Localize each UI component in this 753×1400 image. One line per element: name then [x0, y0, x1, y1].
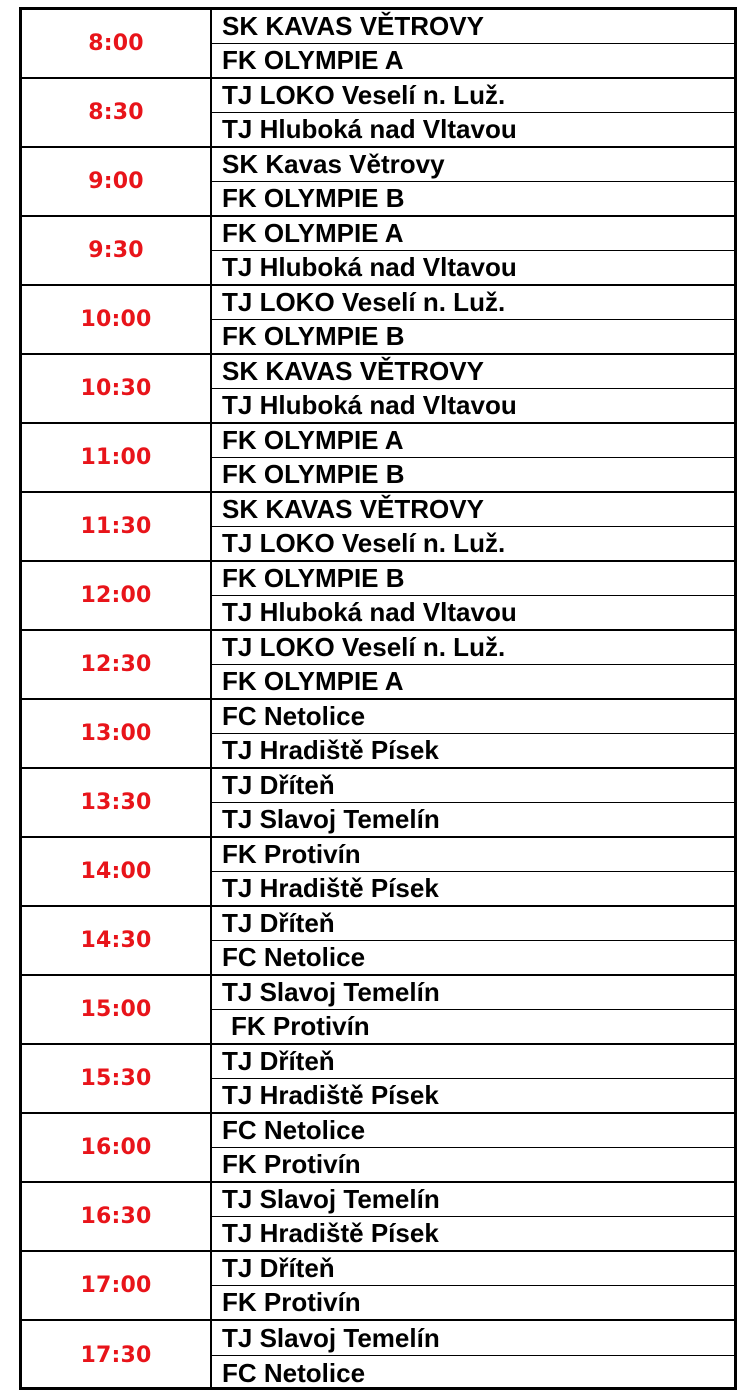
- teams-cell: [212, 1252, 734, 1319]
- time-cell: 8:00: [22, 10, 212, 77]
- home-team: SK KAVAS VĚTROVY: [222, 494, 484, 524]
- time-cell: 14:30: [22, 907, 212, 974]
- away-team: FK OLYMPIE A: [212, 664, 734, 698]
- schedule-row: [22, 217, 734, 286]
- teams-cell: [212, 562, 734, 629]
- home-team: TJ Dříteň: [222, 1046, 335, 1076]
- schedule-row: [22, 79, 734, 148]
- home-team: SK KAVAS VĚTROVY: [222, 356, 484, 386]
- schedule-row: [22, 1183, 734, 1252]
- teams-cell: [212, 1321, 734, 1390]
- teams-cell: [212, 700, 734, 767]
- schedule-row: [22, 631, 734, 700]
- schedule-row: [22, 700, 734, 769]
- teams-cell: [212, 1183, 734, 1250]
- teams-cell: [212, 1045, 734, 1112]
- teams-cell: [212, 493, 734, 560]
- time-cell: 11:30: [22, 493, 212, 560]
- home-team: TJ Slavoj Temelín: [222, 977, 440, 1007]
- away-team: FK Protivín: [212, 1147, 734, 1181]
- schedule-row: [22, 907, 734, 976]
- home-team: TJ Dříteň: [222, 770, 335, 800]
- time-cell: 16:00: [22, 1114, 212, 1181]
- away-team: TJ Hradiště Písek: [212, 871, 734, 905]
- teams-cell: [212, 286, 734, 353]
- time-cell: 14:00: [22, 838, 212, 905]
- time-cell: 12:00: [22, 562, 212, 629]
- away-team: TJ Hluboká nad Vltavou: [212, 595, 734, 629]
- schedule-row: [22, 1114, 734, 1183]
- schedule-row: [22, 493, 734, 562]
- away-team: TJ Hradiště Písek: [212, 733, 734, 767]
- home-team: TJ Slavoj Temelín: [222, 1184, 440, 1214]
- teams-cell: [212, 355, 734, 422]
- teams-cell: [212, 424, 734, 491]
- teams-cell: [212, 148, 734, 215]
- schedule-row: [22, 424, 734, 493]
- schedule-row: [22, 1045, 734, 1114]
- time-cell: 12:30: [22, 631, 212, 698]
- teams-cell: [212, 976, 734, 1043]
- away-team: FC Netolice: [212, 940, 734, 974]
- schedule-row: [22, 1321, 734, 1390]
- time-cell: 15:00: [22, 976, 212, 1043]
- teams-cell: [212, 838, 734, 905]
- home-team: FK OLYMPIE B: [222, 563, 405, 593]
- time-cell: 17:30: [22, 1321, 212, 1390]
- schedule-row: [22, 769, 734, 838]
- home-team: FK OLYMPIE A: [222, 218, 404, 248]
- teams-cell: [212, 10, 734, 77]
- schedule-row: [22, 838, 734, 907]
- away-team: FK OLYMPIE B: [212, 181, 734, 215]
- away-team: FK Protivín: [212, 1009, 734, 1043]
- away-team: FK OLYMPIE B: [212, 457, 734, 491]
- away-team: TJ LOKO Veselí n. Luž.: [212, 526, 734, 560]
- time-cell: 15:30: [22, 1045, 212, 1112]
- home-team: TJ LOKO Veselí n. Luž.: [222, 80, 506, 110]
- schedule-row: [22, 10, 734, 79]
- home-team: FC Netolice: [222, 701, 366, 731]
- away-team: FC Netolice: [212, 1355, 734, 1390]
- time-cell: 9:00: [22, 148, 212, 215]
- schedule-row: [22, 286, 734, 355]
- away-team: TJ Hradiště Písek: [212, 1078, 734, 1112]
- time-cell: 10:30: [22, 355, 212, 422]
- away-team: TJ Hluboká nad Vltavou: [212, 388, 734, 422]
- time-cell: 13:00: [22, 700, 212, 767]
- home-team: TJ LOKO Veselí n. Luž.: [222, 287, 506, 317]
- home-team: TJ LOKO Veselí n. Luž.: [222, 632, 506, 662]
- away-team: FK Protivín: [212, 1285, 734, 1319]
- teams-cell: [212, 769, 734, 836]
- away-team: TJ Slavoj Temelín: [212, 802, 734, 836]
- away-team: TJ Hluboká nad Vltavou: [212, 250, 734, 284]
- teams-cell: [212, 217, 734, 284]
- time-cell: 13:30: [22, 769, 212, 836]
- home-team: TJ Dříteň: [222, 1253, 335, 1283]
- time-cell: 10:00: [22, 286, 212, 353]
- schedule-row: [22, 1252, 734, 1321]
- match-schedule-table: [19, 7, 737, 1390]
- time-cell: 11:00: [22, 424, 212, 491]
- time-cell: 8:30: [22, 79, 212, 146]
- away-team: FK OLYMPIE A: [212, 43, 734, 77]
- schedule-row: [22, 976, 734, 1045]
- home-team: SK KAVAS VĚTROVY: [222, 11, 484, 41]
- time-cell: 16:30: [22, 1183, 212, 1250]
- home-team: FK Protivín: [222, 839, 361, 869]
- schedule-row: [22, 355, 734, 424]
- home-team: TJ Dříteň: [222, 908, 335, 938]
- home-team: FK OLYMPIE A: [222, 425, 404, 455]
- teams-cell: [212, 1114, 734, 1181]
- away-team: FK OLYMPIE B: [212, 319, 734, 353]
- schedule-row: [22, 562, 734, 631]
- home-team: FC Netolice: [222, 1115, 366, 1145]
- away-team: TJ Hradiště Písek: [212, 1216, 734, 1250]
- teams-cell: [212, 79, 734, 146]
- teams-cell: [212, 907, 734, 974]
- schedule-row: [22, 148, 734, 217]
- home-team: TJ Slavoj Temelín: [222, 1322, 440, 1353]
- away-team: TJ Hluboká nad Vltavou: [212, 112, 734, 146]
- teams-cell: [212, 631, 734, 698]
- home-team: SK Kavas Větrovy: [222, 149, 445, 179]
- time-cell: 17:00: [22, 1252, 212, 1319]
- time-cell: 9:30: [22, 217, 212, 284]
